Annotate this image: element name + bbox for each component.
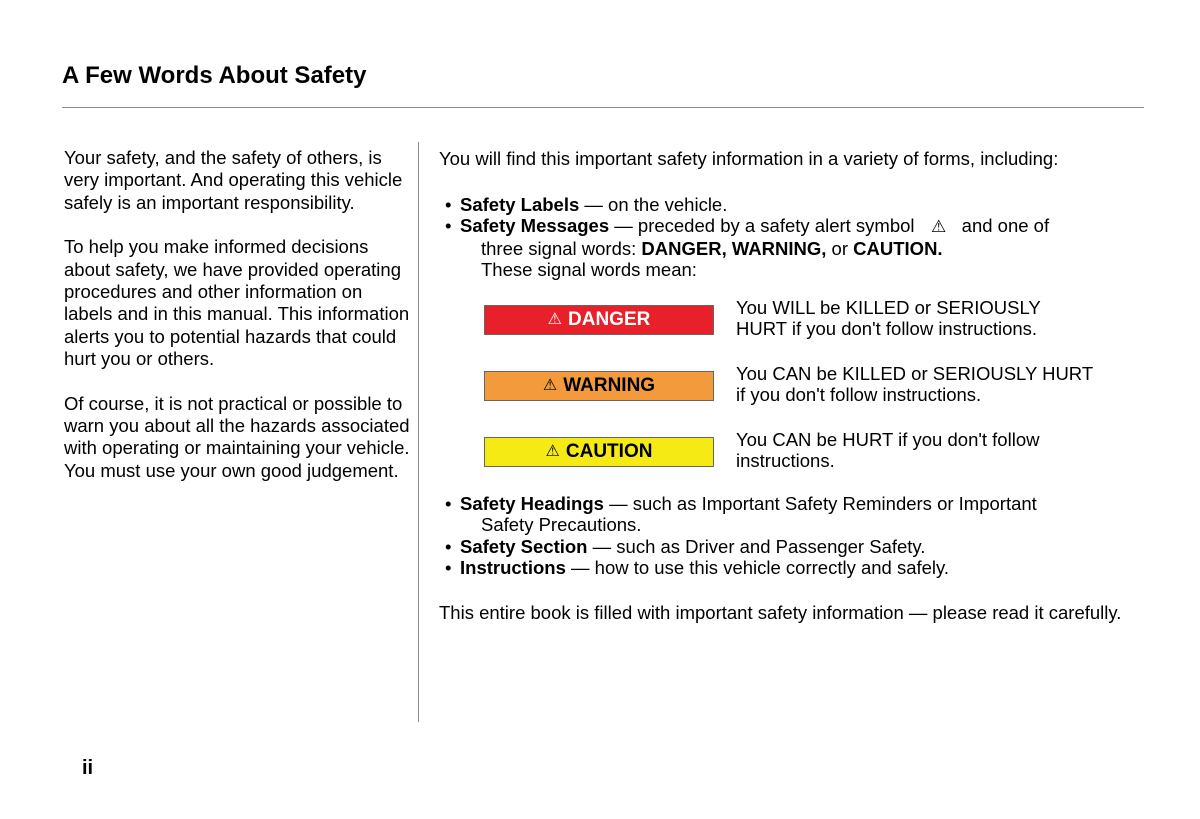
- left-paragraph: Of course, it is not practical or possible to warn you about all the hazards associated with operating or maintaining your vehicle. You must use your own good judgement.: [64, 392, 410, 481]
- list-item: [439, 194, 1139, 216]
- signal-words-line: [439, 238, 1139, 260]
- warning-triangle-icon: ⚠: [547, 310, 562, 328]
- signal-description: You CAN be HURT if you don't follow instructions.: [736, 428, 1040, 471]
- bullet-bold: Instructions: [460, 557, 566, 578]
- bullet-text: and one of: [961, 215, 1050, 236]
- bullet-text: — such as Important Safety Reminders or Important: [603, 492, 1037, 514]
- signal-description: You CAN be KILLED or SERIOUSLY HURT if you don't follow instructions.: [736, 362, 1093, 405]
- left-column: [64, 147, 410, 504]
- bullet-bold: Safety Labels: [460, 193, 580, 215]
- column-divider: [418, 142, 419, 722]
- signal-words-prefix: three signal words:: [481, 237, 642, 259]
- signal-words-bold: DANGER, WARNING,: [641, 237, 827, 259]
- badge-label: DANGER: [568, 308, 651, 330]
- bullet-text: — on the vehicle.: [579, 193, 728, 215]
- danger-badge: [484, 305, 714, 335]
- safety-alert-icon: ⚠: [931, 217, 947, 236]
- signal-caution-row: [439, 429, 1139, 472]
- signal-description: You WILL be KILLED or SERIOUSLY HURT if you don't follow instructions.: [736, 296, 1041, 339]
- badge-label: WARNING: [563, 374, 656, 396]
- forms-list-continued: [439, 493, 1139, 515]
- bullet-icon: •: [445, 492, 452, 514]
- signal-words-mid: or: [826, 237, 854, 259]
- intro-text: You will find this important safety information in a variety of forms, including:: [439, 148, 1059, 169]
- bullet-text: — preceded by a safety alert symbol: [609, 215, 915, 236]
- right-column: [439, 148, 1139, 623]
- warning-triangle-icon: ⚠: [545, 442, 560, 460]
- warning-triangle-icon: ⚠: [542, 376, 558, 394]
- page-title: A Few Words About Safety: [62, 62, 367, 89]
- outro-text: This entire book is filled with important safety information — please read it carefully.: [439, 601, 1122, 623]
- bullet-bold: Safety Headings: [460, 492, 604, 514]
- bullet-icon: •: [445, 215, 452, 236]
- signal-words-mean: These signal words mean:: [481, 259, 697, 280]
- bullet-icon: •: [445, 557, 452, 578]
- bullet-text: — how to use this vehicle correctly and safely.: [565, 557, 950, 578]
- warning-badge: [484, 371, 714, 401]
- forms-list: [439, 194, 1139, 238]
- bullet-bold: Safety Section: [460, 535, 588, 557]
- signal-words-bold: CAUTION.: [853, 237, 943, 259]
- left-paragraph: To help you make informed decisions about safety, we have provided operating procedures and other information on labels and in this manual. This information alerts you to potential hazards that could hurt you or others.: [64, 236, 410, 370]
- list-item: [439, 536, 1139, 558]
- bullet-icon: •: [445, 193, 452, 215]
- signal-warning-row: [439, 363, 1139, 406]
- signal-danger-row: [439, 297, 1139, 340]
- bullet-icon: •: [445, 535, 452, 557]
- bullet-bold: Safety Messages: [460, 215, 610, 236]
- bullet-continuation: Safety Precautions.: [481, 514, 642, 535]
- left-paragraph: Your safety, and the safety of others, is very important. And operating this vehicle safely is an important responsibility.: [64, 147, 403, 213]
- list-item: [439, 557, 1139, 579]
- title-rule: [62, 107, 1144, 108]
- caution-badge: [484, 437, 714, 467]
- forms-list-end: [439, 536, 1139, 579]
- list-item: [439, 493, 1139, 515]
- bullet-text: — such as Driver and Passenger Safety.: [587, 535, 926, 557]
- page-number: ii: [82, 757, 94, 779]
- badge-label: CAUTION: [565, 440, 653, 462]
- list-item: [439, 215, 1139, 238]
